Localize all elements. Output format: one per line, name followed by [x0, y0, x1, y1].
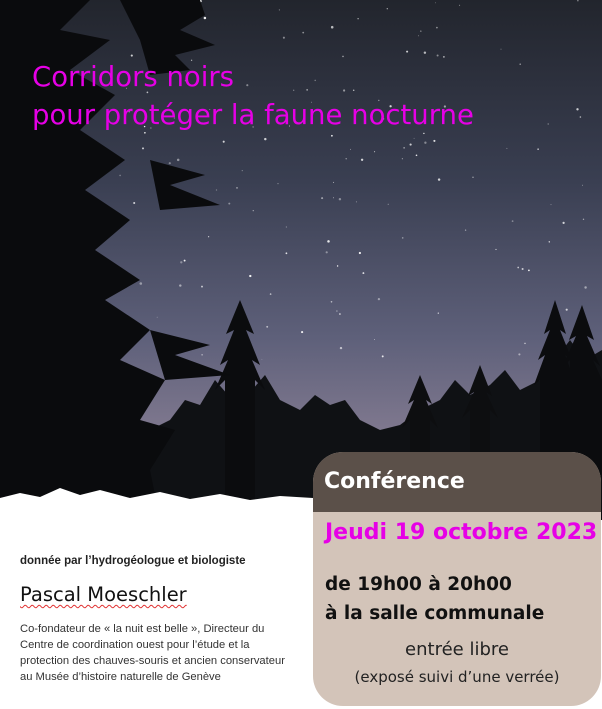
star: [270, 293, 272, 295]
speaker-bio: Co-fondateur de « la nuit est belle », Directeur du Centre de coordination ouest pour l’étude et la protection des chauves-souris et ancien conservateur au Musée d’histoire naturelle de Genève: [20, 623, 285, 683]
star: [140, 282, 143, 285]
star: [279, 9, 280, 10]
star: [424, 142, 426, 144]
star: [204, 17, 207, 20]
star: [387, 8, 388, 9]
star: [584, 286, 586, 288]
star: [382, 355, 384, 357]
star: [321, 197, 323, 199]
star: [336, 310, 338, 312]
star: [580, 116, 582, 118]
star: [216, 189, 217, 190]
star: [236, 187, 238, 189]
star: [339, 198, 341, 200]
star: [433, 140, 435, 142]
star: [333, 182, 334, 183]
star: [438, 178, 440, 180]
star: [283, 37, 285, 39]
star: [410, 144, 412, 146]
star: [512, 220, 514, 222]
star: [465, 229, 466, 230]
star: [549, 241, 550, 242]
event-date: Jeudi 19 octobre 2023: [325, 520, 598, 545]
star: [356, 201, 357, 202]
poster-title: [32, 58, 474, 134]
star: [577, 0, 578, 1]
star: [459, 5, 460, 6]
star: [362, 272, 364, 274]
star: [326, 251, 328, 253]
star: [331, 135, 333, 137]
star: [177, 159, 180, 162]
star: [414, 138, 415, 139]
event-note: (exposé suivi d’une verrée): [354, 668, 560, 686]
star: [302, 32, 304, 34]
star: [278, 183, 279, 184]
star: [424, 51, 426, 53]
star: [378, 298, 380, 300]
event-type-label: Conférence: [324, 469, 465, 494]
star: [345, 158, 346, 159]
star: [333, 197, 334, 198]
star: [339, 313, 341, 315]
star: [518, 353, 520, 355]
star: [418, 35, 419, 36]
event-entry: entrée libre: [405, 639, 509, 660]
star: [119, 175, 121, 177]
star: [184, 260, 186, 262]
star: [437, 54, 439, 56]
star: [548, 123, 549, 124]
star: [388, 204, 389, 205]
star: [242, 170, 243, 171]
star: [223, 141, 225, 143]
star: [133, 202, 135, 204]
star: [286, 227, 287, 228]
event-time: de 19h00 à 20h00: [325, 574, 512, 595]
speaker-name: Pascal Moeschler: [20, 583, 187, 606]
star: [403, 147, 404, 148]
star: [340, 347, 342, 349]
star: [359, 252, 361, 254]
star: [420, 30, 422, 32]
star: [374, 339, 375, 340]
star: [342, 56, 344, 58]
star: [264, 138, 266, 140]
star: [331, 301, 333, 303]
star: [301, 331, 303, 333]
star: [286, 252, 288, 254]
star: [436, 27, 438, 29]
star: [179, 284, 181, 286]
star: [201, 354, 203, 356]
star: [524, 343, 526, 345]
star: [131, 55, 133, 57]
star: [327, 240, 330, 243]
star: [583, 219, 584, 220]
star: [228, 203, 230, 205]
star: [157, 317, 158, 318]
star: [374, 151, 375, 152]
title-line-2: pour protéger la faune nocturne: [32, 99, 474, 131]
star: [582, 185, 583, 186]
star: [528, 269, 530, 271]
star: [517, 267, 519, 269]
star: [576, 108, 578, 110]
star: [519, 63, 520, 64]
star: [406, 51, 408, 53]
star: [566, 309, 568, 311]
star: [416, 154, 418, 156]
star: [361, 159, 363, 161]
star: [537, 148, 539, 150]
star: [562, 222, 564, 224]
star: [357, 18, 358, 19]
star: [438, 312, 439, 313]
star: [435, 2, 436, 3]
star: [522, 268, 524, 270]
event-details-card: [313, 452, 601, 706]
star: [472, 177, 473, 178]
star: [495, 249, 496, 250]
event-location: à la salle communale: [325, 603, 545, 624]
title-line-1: Corridors noirs: [32, 61, 234, 93]
event-time-location: [325, 570, 544, 628]
star: [201, 286, 203, 288]
star: [551, 204, 552, 205]
star: [180, 261, 182, 263]
star: [208, 236, 209, 237]
star: [402, 237, 404, 239]
star: [506, 148, 507, 149]
speaker-byline: donnée par l’hydrogéologue et biologiste: [20, 555, 246, 567]
star: [169, 162, 171, 164]
star: [402, 158, 403, 159]
star: [266, 326, 268, 328]
star: [261, 359, 262, 360]
star: [350, 149, 351, 150]
star: [331, 26, 334, 29]
star: [253, 210, 254, 211]
star: [249, 275, 251, 277]
star: [142, 147, 144, 149]
star: [500, 49, 501, 50]
star: [337, 265, 338, 266]
